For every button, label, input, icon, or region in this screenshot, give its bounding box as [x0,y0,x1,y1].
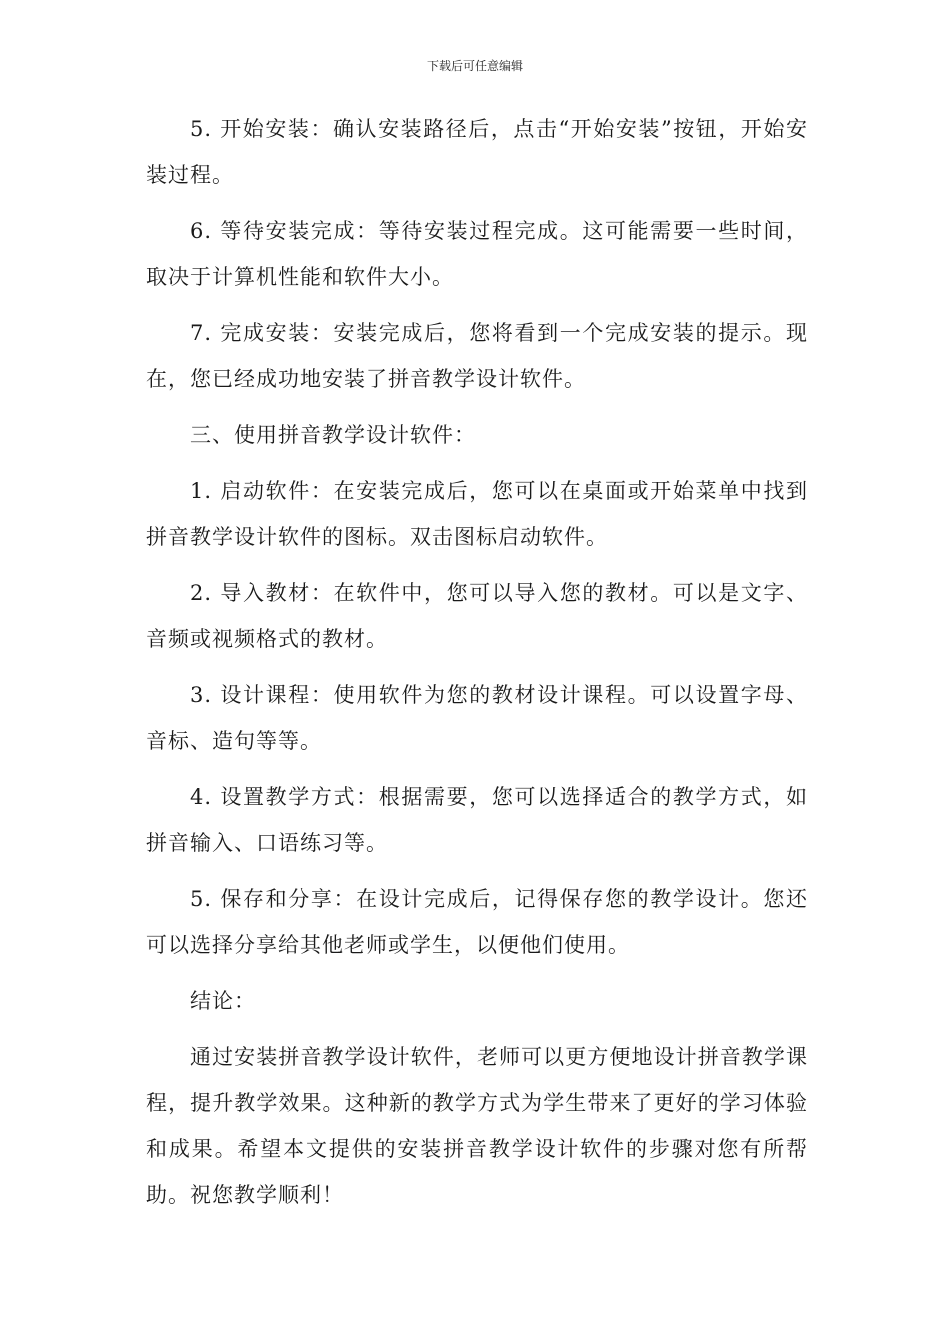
page-header: 下载后可任意编辑 [426,59,523,73]
conclusion-text: 通过安装拼音教学设计软件，老师可以更方便地设计拼音教学课程，提升教学效果。这种新的教学方式为学生带来了更好的学习体验和成果。希望本文提供的安装拼音教学设计软件的步骤对您有所帮助。祝您教学顺利！ [146,1045,808,1207]
step-save-share: 5. 保存和分享：在设计完成后，记得保存您的教学设计。您还可以选择分享给其他老师或学生，以便他们使用。 [146,887,808,957]
conclusion-heading: 结论： [190,989,256,1013]
step-import-materials: 2. 导入教材：在软件中，您可以导入您的教材。可以是文字、音频或视频格式的教材。 [146,581,808,651]
section-heading-usage: 三、使用拼音教学设计软件： [190,423,476,447]
step-wait-install: 6. 等待安装完成：等待安装过程完成。这可能需要一些时间，取决于计算机性能和软件大小。 [146,219,808,289]
step-design-course: 3. 设计课程：使用软件为您的教材设计课程。可以设置字母、音标、造句等等。 [146,683,808,753]
step-launch-software: 1. 启动软件：在安装完成后，您可以在桌面或开始菜单中找到拼音教学设计软件的图标。双击图标启动软件。 [146,479,808,549]
step-set-teaching-method: 4. 设置教学方式：根据需要，您可以选择适合的教学方式，如拼音输入、口语练习等。 [146,785,808,855]
step-start-install: 5. 开始安装：确认安装路径后，点击“开始安装”按钮，开始安装过程。 [146,117,808,187]
document-body [146,106,808,1228]
step-finish-install: 7. 完成安装：安装完成后，您将看到一个完成安装的提示。现在，您已经成功地安装了拼音教学设计软件。 [146,321,808,391]
